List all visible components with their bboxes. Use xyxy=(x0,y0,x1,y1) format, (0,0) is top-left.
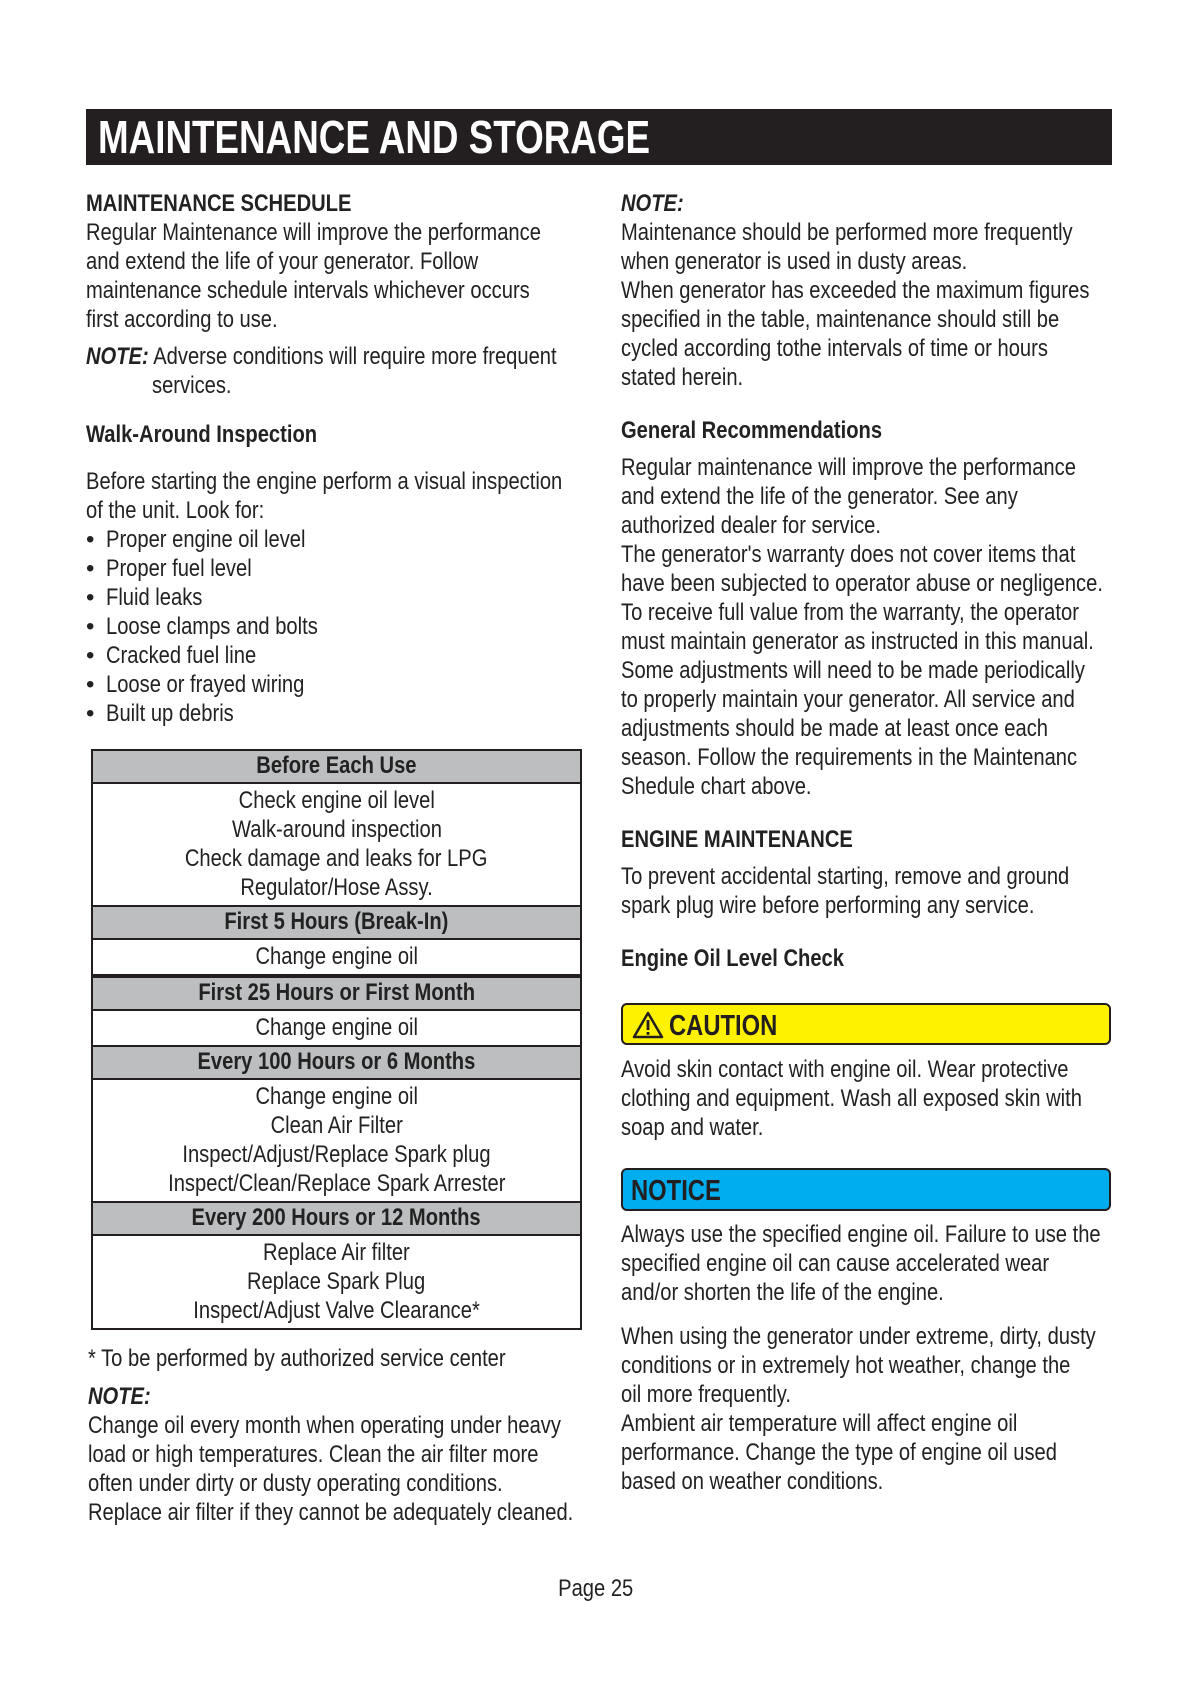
page-title: MAINTENANCE AND STORAGE xyxy=(98,111,651,163)
left-column xyxy=(86,189,586,728)
notice-body: Always use the specified engine oil. Failure to use the specified engine oil can cause accelerated wear and/or shorten the life of the engine. xyxy=(621,1221,1101,1306)
schedule-tasks xyxy=(93,1236,580,1328)
schedule-interval-header: First 5 Hours (Break-In) xyxy=(93,907,580,940)
note-label: NOTE: xyxy=(86,343,149,370)
caution-label xyxy=(621,1003,1111,1045)
list-item: • Cracked fuel line xyxy=(86,642,257,669)
schedule-tasks xyxy=(93,1080,580,1203)
page-number: Page 25 xyxy=(557,1575,634,1602)
extreme-conditions-text: When using the generator under extreme, dirty, dusty conditions or in extremely hot weather, change the oil more frequently. Ambient air temperature will affect engine oil performance. Change the type of engine oil used based on weather conditions. xyxy=(621,1323,1096,1495)
maintenance-schedule-heading: MAINTENANCE SCHEDULE xyxy=(86,190,352,217)
schedule-interval-header: Before Each Use xyxy=(93,751,580,784)
list-item: • Loose clamps and bolts xyxy=(86,613,318,640)
notice-label xyxy=(621,1168,1111,1211)
list-item: • Loose or frayed wiring xyxy=(86,671,305,698)
schedule-task: Change engine oil xyxy=(255,1083,418,1110)
caution-text: CAUTION xyxy=(669,1010,778,1042)
list-item: • Fluid leaks xyxy=(86,584,203,611)
title-banner xyxy=(86,109,1112,165)
schedule-interval-header: Every 200 Hours or 12 Months xyxy=(93,1203,580,1236)
schedule-task: Inspect/Clean/Replace Spark Arrester xyxy=(167,1170,506,1197)
list-item: • Built up debris xyxy=(86,700,234,727)
schedule-task: Replace Air filter xyxy=(263,1239,410,1266)
schedule-tasks xyxy=(93,784,580,907)
walk-around-list xyxy=(86,525,586,728)
maintenance-schedule-text: Regular Maintenance will improve the performance and extend the life of your generator. Follow maintenance schedule intervals whichever occurs first according to use. xyxy=(86,219,541,333)
schedule-task: Check damage and leaks for LPG xyxy=(185,845,488,872)
note-label: NOTE: xyxy=(88,1383,151,1410)
warning-triangle-icon xyxy=(632,1011,664,1039)
engine-maintenance-heading: ENGINE MAINTENANCE xyxy=(621,826,853,853)
footnote: * To be performed by authorized service center xyxy=(88,1345,506,1372)
oil-level-check-heading: Engine Oil Level Check xyxy=(621,945,844,972)
general-recommendations-heading: General Recommendations xyxy=(621,417,883,444)
left-bottom-notes xyxy=(88,1344,588,1527)
schedule-task: Inspect/Adjust/Replace Spark plug xyxy=(182,1141,491,1168)
schedule-task: Change engine oil xyxy=(255,943,418,970)
schedule-task: Regulator/Hose Assy. xyxy=(240,874,433,901)
note-dusty-areas-text: Maintenance should be performed more frequently when generator is used in dusty areas. When generator has exceeded the maximum figures specified in the table, maintenance should still be cycled according tothe intervals of time or hours stated herein. xyxy=(621,219,1090,391)
caution-body: Avoid skin contact with engine oil. Wear protective clothing and equipment. Wash all exposed skin with soap and water. xyxy=(621,1056,1082,1141)
schedule-task: Change engine oil xyxy=(255,1014,418,1041)
schedule-task: Replace Spark Plug xyxy=(247,1268,426,1295)
notice-text: NOTICE xyxy=(631,1175,721,1207)
walk-around-text: Before starting the engine perform a visual inspection of the unit. Look for: xyxy=(86,468,563,524)
schedule-interval-header: First 25 Hours or First Month xyxy=(93,976,580,1011)
schedule-task: Check engine oil level xyxy=(238,787,435,814)
list-item: • Proper engine oil level xyxy=(86,526,306,553)
schedule-task: Walk-around inspection xyxy=(231,816,442,843)
schedule-task: Clean Air Filter xyxy=(270,1112,403,1139)
schedule-tasks xyxy=(93,940,580,976)
note-label: NOTE: xyxy=(621,190,684,217)
schedule-tasks xyxy=(93,1011,580,1047)
schedule-interval-header: Every 100 Hours or 6 Months xyxy=(93,1047,580,1080)
walk-around-heading: Walk-Around Inspection xyxy=(86,421,318,448)
schedule-task: Inspect/Adjust Valve Clearance* xyxy=(193,1297,480,1324)
maintenance-schedule-table xyxy=(91,749,582,1330)
note-oil-change-text: Change oil every month when operating under heavy load or high temperatures. Clean the air filter more often under dirty or dusty operating conditions. Replace air filter if they cannot be adequately cleaned. xyxy=(88,1412,574,1526)
right-column xyxy=(621,189,1121,973)
general-recommendations-text: Regular maintenance will improve the performance and extend the life of the generator. See any authorized dealer for service. The generator's warranty does not cover items that have been subjected to operator abuse or negligence. To receive full value from the warranty, the operator must maintain generator as instructed in this manual. Some adjustments will need to be made periodically to properly maintain your generator. All service and adjustments should be made at least once each season. Follow the requirements in the Maintenanc Shedule chart above. xyxy=(621,454,1103,800)
list-item: • Proper fuel level xyxy=(86,555,252,582)
note-adverse-conditions: NOTE: Adverse conditions will require more frequent services. xyxy=(86,343,557,399)
engine-maintenance-text: To prevent accidental starting, remove and ground spark plug wire before performing any service. xyxy=(621,863,1070,919)
